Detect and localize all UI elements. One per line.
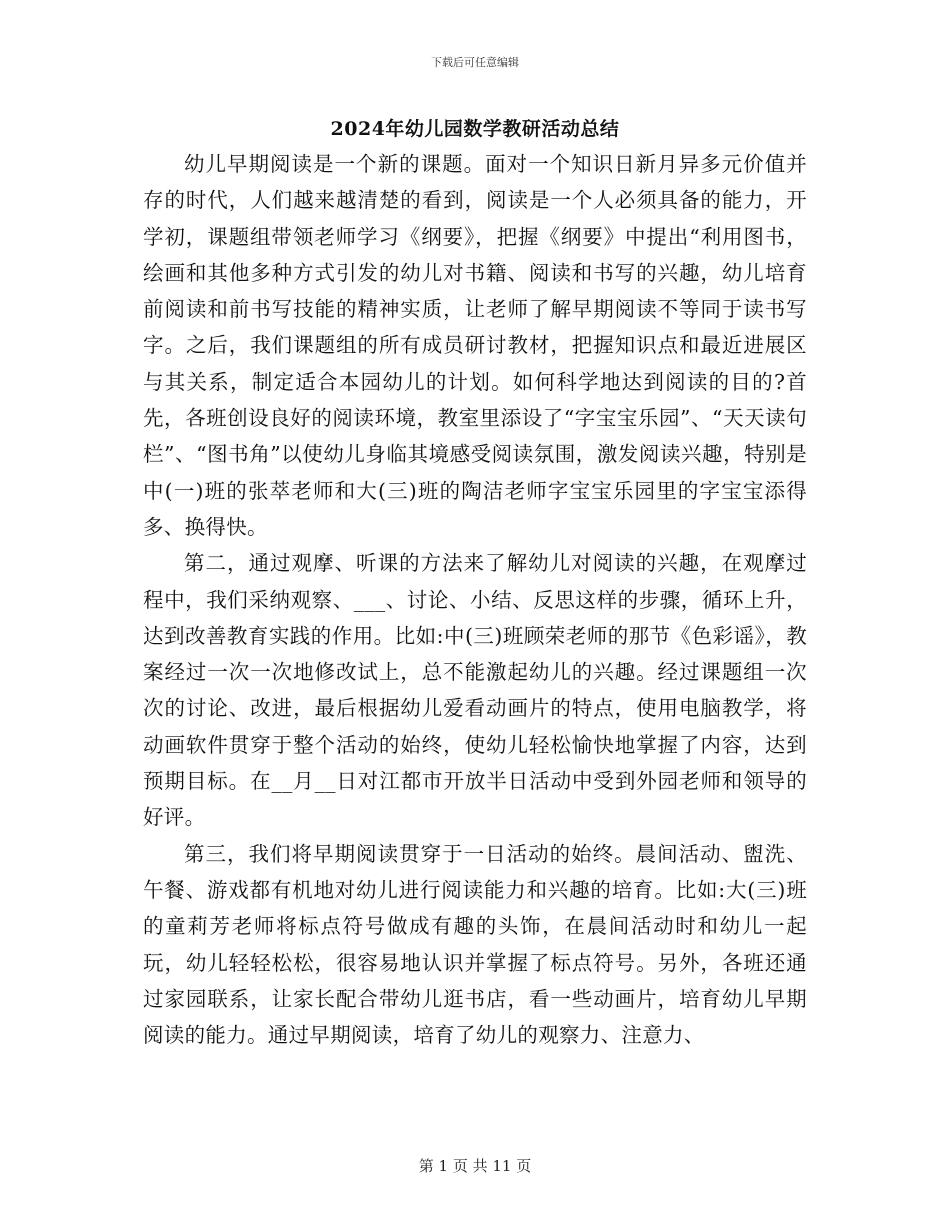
page-header-note: 下载后可任意编辑 (431, 56, 519, 69)
paragraph-3: 第三，我们将早期阅读贯穿于一日活动的始终。晨间活动、盥洗、午餐、游戏都有机地对幼儿进行阅读能力和兴趣的培育。比如:大(三)班的童莉芳老师将标点符号做成有趣的头饰，在晨间活动时和幼儿一起玩，幼儿轻轻松松，很容易地认识并掌握了标点符号。另外，各班还通过家园联系，让家长配合带幼儿逛书店，看一些动画片，培育幼儿早期阅读的能力。通过早期阅读，培育了幼儿的观察力、注意力、 (143, 841, 807, 1048)
page-number-footer: 第 1 页 共 11 页 (418, 1157, 532, 1175)
paragraph-1: 幼儿早期阅读是一个新的课题。面对一个知识日新月异多元价值并存的时代，人们越来越清楚的看到，阅读是一个人必须具备的能力，开学初，课题组带领老师学习《纲要》，把握《纲要》中提出“利用图书，绘画和其他多种方式引发的幼儿对书籍、阅读和书写的兴趣，幼儿培育前阅读和前书写技能的精神实质，让老师了解早期阅读不等同于读书写字。之后，我们课题组的所有成员研讨教材，把握知识点和最近进展区与其关系，制定适合本园幼儿的计划。如何科学地达到阅读的目的?首先，各班创设良好的阅读环境，教室里添设了“字宝宝乐园”、“天天读句栏”、“图书角”以使幼儿身临其境感受阅读氛围，激发阅读兴趣，特别是中(一)班的张萃老师和大(三)班的陶洁老师字宝宝乐园里的字宝宝添得多、换得快。 (143, 152, 807, 539)
paragraph-2: 第二，通过观摩、听课的方法来了解幼儿对阅读的兴趣，在观摩过程中，我们采纳观察、___、讨论、小结、反思这样的步骤，循环上升，达到改善教育实践的作用。比如:中(三)班顾荣老师的那节《色彩谣》，教案经过一次一次地修改试上，总不能激起幼儿的兴趣。经过课题组一次次的讨论、改进，最后根据幼儿爱看动画片的特点，使用电脑教学，将动画软件贯穿于整个活动的始终，使幼儿轻松愉快地掌握了内容，达到预期目标。在__月__日对江都市开放半日活动中受到外园老师和领导的好评。 (143, 551, 807, 830)
document-title: 2024年幼儿园数学教研活动总结 (330, 118, 620, 140)
document-body (143, 146, 807, 1053)
